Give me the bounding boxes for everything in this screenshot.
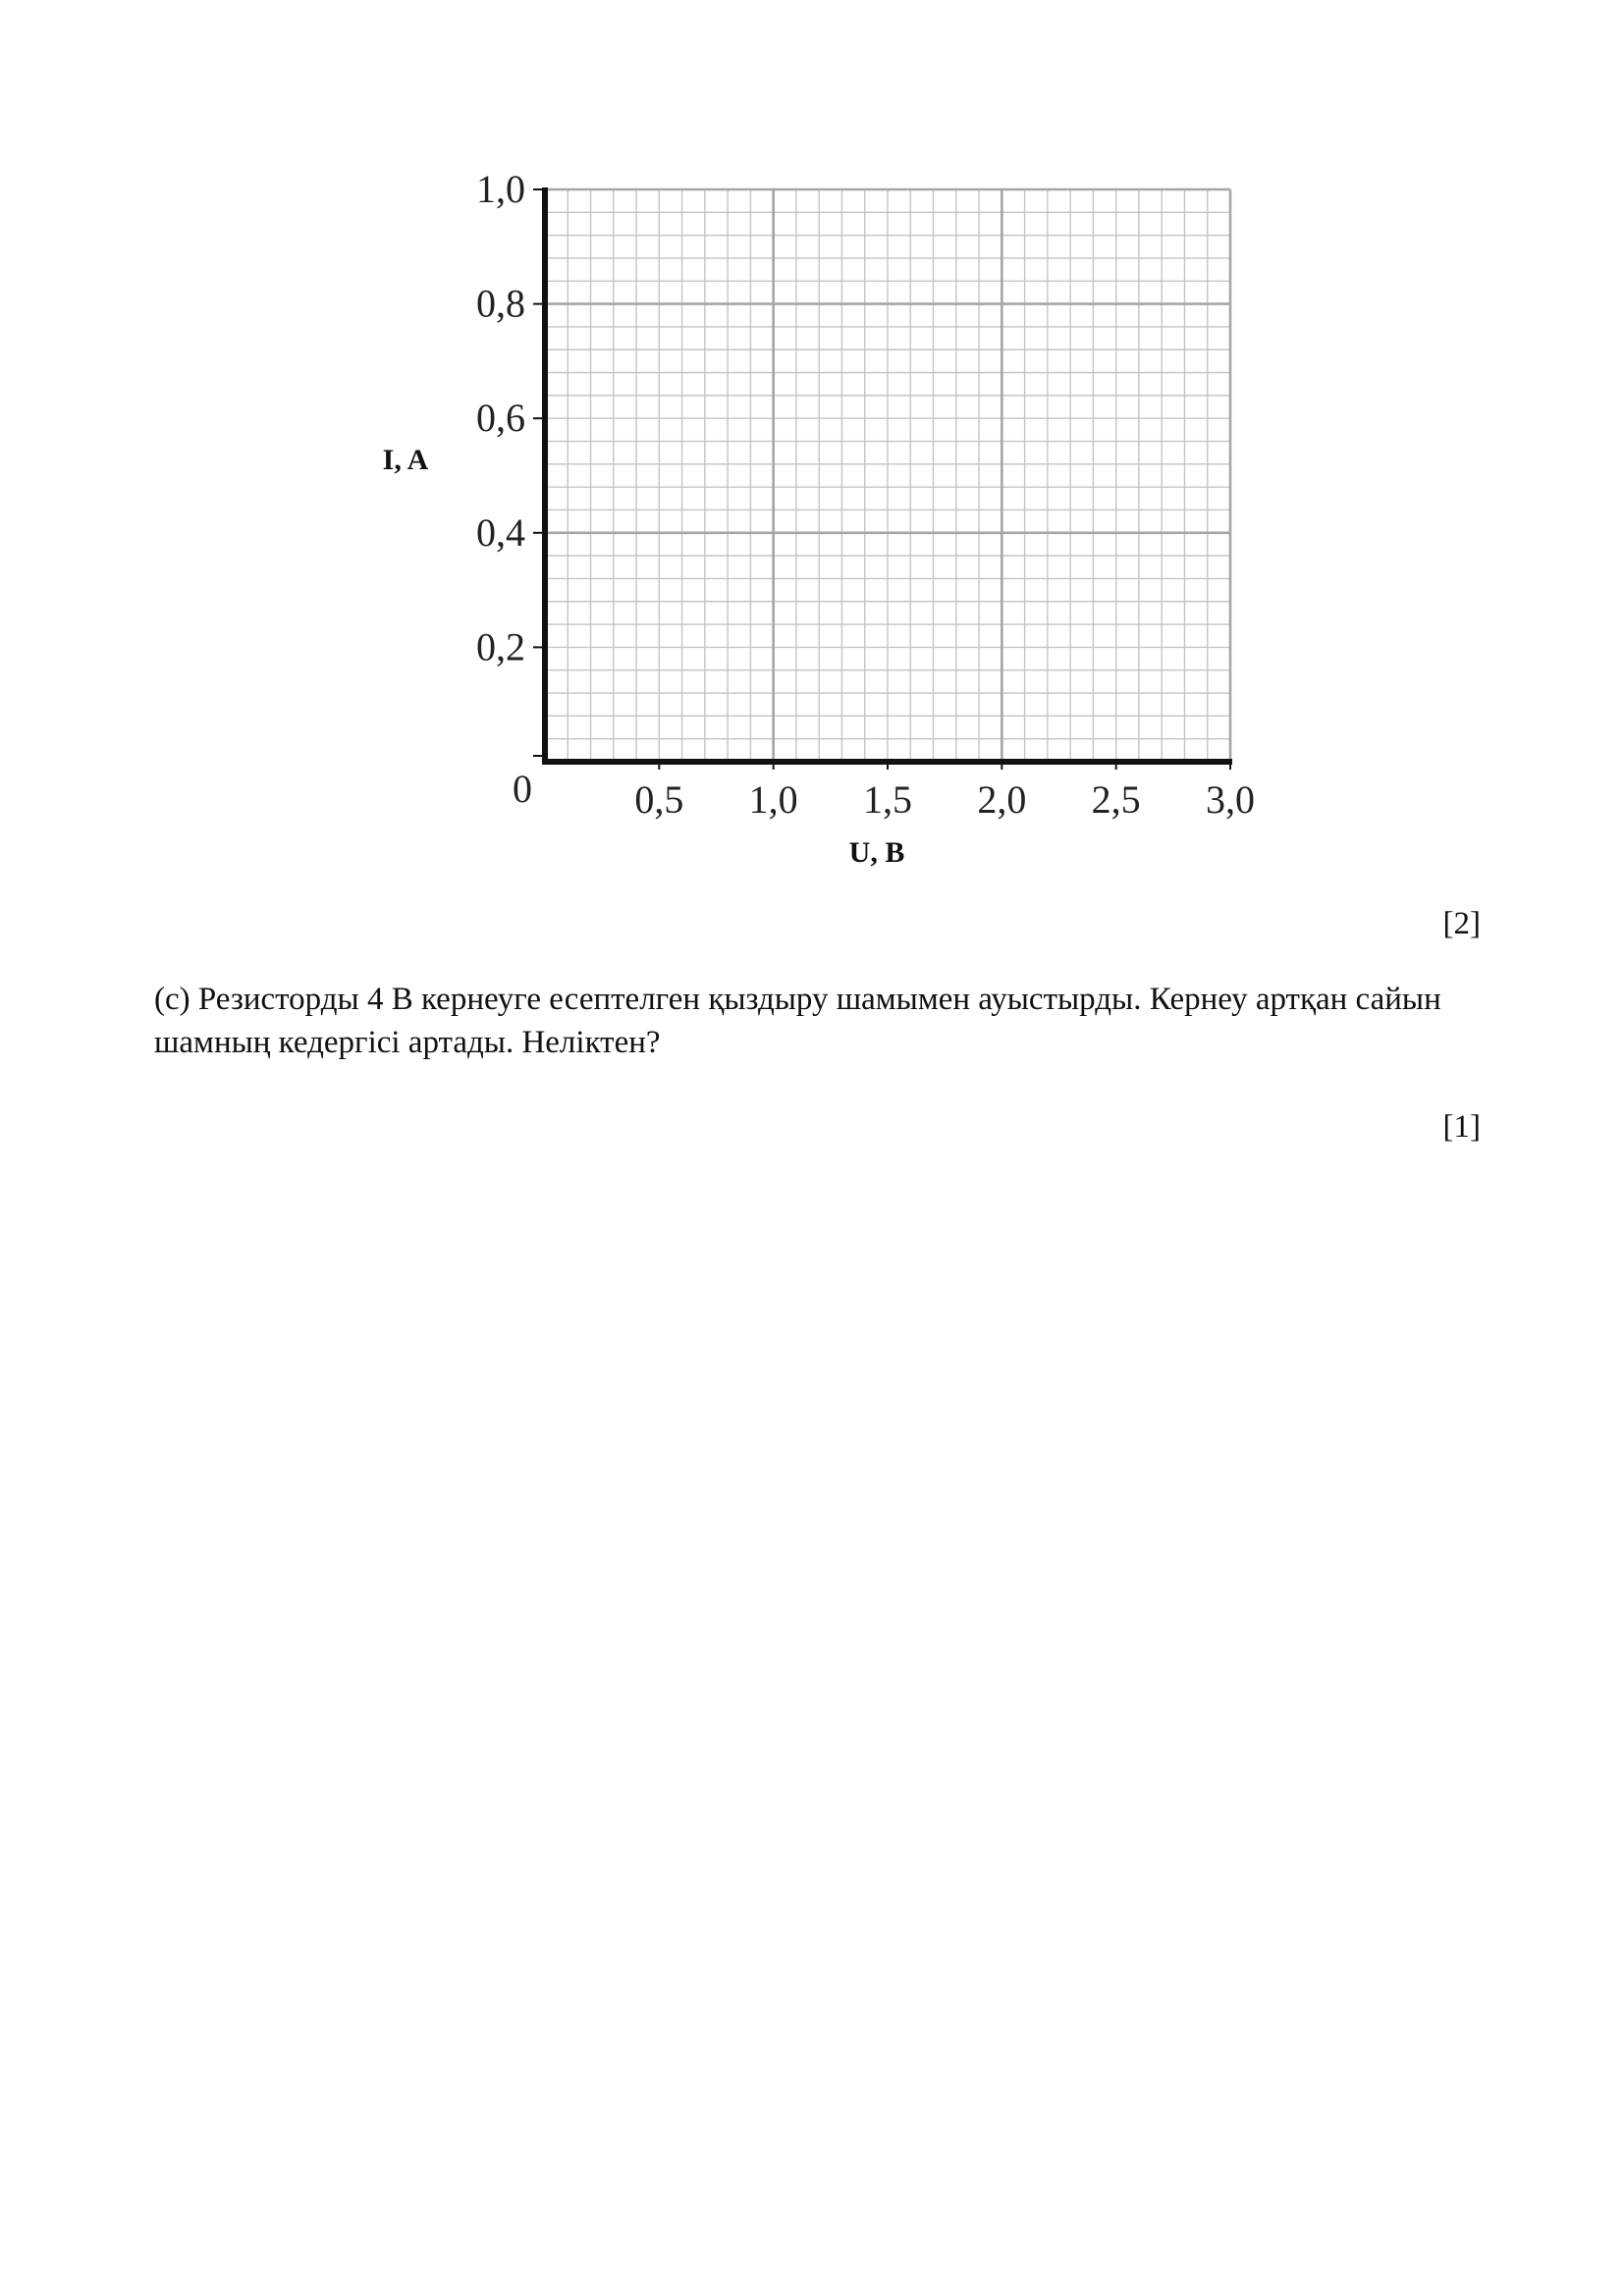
- marks-label: [2]: [1442, 906, 1481, 941]
- origin-label: 0: [513, 767, 532, 811]
- x-tick-label: 3,0: [1206, 777, 1255, 822]
- y-axis-title: I, A: [382, 444, 429, 476]
- current-voltage-graph: [0, 0, 1624, 883]
- x-tick-label: 2,5: [1091, 777, 1141, 822]
- marks-label: [1]: [1442, 1109, 1481, 1145]
- x-axis-title: U, B: [848, 836, 905, 869]
- y-axis-ticks: [476, 167, 545, 756]
- x-tick-label: 1,0: [748, 777, 798, 822]
- y-tick-label: 1,0: [476, 167, 525, 211]
- y-tick-label: 0,4: [476, 509, 525, 555]
- x-tick-label: 1,5: [863, 777, 912, 822]
- x-axis-ticks: [634, 762, 1255, 822]
- x-tick-label: 0,5: [634, 777, 684, 822]
- question-c-text: (c) Резисторды 4 В кернеуге есептелген қыздыру шамымен ауыстырды. Кернеу артқан сайын шамның кедергісі артады. Неліктен?: [154, 982, 1441, 1060]
- y-tick-label: 0,6: [476, 396, 525, 441]
- y-tick-label: 0,8: [476, 281, 525, 326]
- graph-grid-minor: [545, 189, 1230, 762]
- y-tick-label: 0,2: [476, 624, 525, 669]
- x-tick-label: 2,0: [977, 777, 1027, 822]
